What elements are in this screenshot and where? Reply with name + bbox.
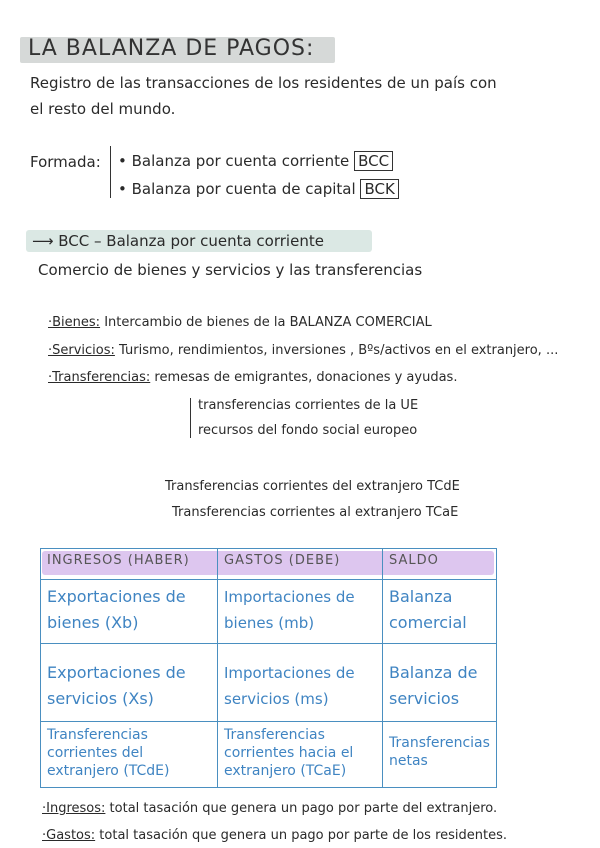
footer-gastos-label: ·Gastos: [42,828,96,843]
formada-item-bck [118,180,399,198]
tc-line-1: Transferencias corrientes del extranjero TCdE [165,479,460,494]
footer-ingresos-label: ·Ingresos: [42,801,106,816]
footer-gastos-text: total tasación que genera un pago por parte de los residentes. [99,828,508,843]
cell-importaciones-servicios: Importaciones de servicios (ms) [218,644,383,722]
definition-line-2: el resto del mundo. [30,100,176,118]
formada-brace [110,146,111,198]
bcc-heading: ⟶ BCC – Balanza por cuenta corriente [32,232,324,250]
cell-balanza-comercial: Balanza comercial [383,580,497,644]
transferencias-sub-1: transferencias corrientes de la UE [198,398,419,413]
transferencias-sub-2: recursos del fondo social europeo [198,423,418,438]
cell-importaciones-bienes: Importaciones de bienes (mb) [218,580,383,644]
table-row [41,722,497,788]
cell-transferencias-netas: Transferencias netas [383,722,497,788]
cell-exportaciones-servicios: Exportaciones de servicios (Xs) [41,644,218,722]
formada-label: Formada: [30,153,101,171]
table-header-row [41,549,497,580]
transferencias-text: remesas de emigrantes, donaciones y ayudas. [154,370,458,385]
bullet-servicios [48,343,558,358]
definition-line-1: Registro de las transacciones de los residentes de un país con [30,74,497,92]
header-ingresos: INGRESOS (HABER) [41,549,218,580]
bcc-abbr-box: BCC [354,151,393,171]
bck-abbr-box: BCK [360,179,398,199]
servicios-label: ·Servicios: [48,343,115,358]
bcc-subtitle: Comercio de bienes y servicios y las transferencias [38,261,423,279]
header-saldo: SALDO [383,549,497,580]
bienes-text: Intercambio de bienes de la BALANZA COMERCIAL [104,315,432,330]
bullet-transferencias [48,370,457,385]
formada-item-bck-text: • Balanza por cuenta de capital [118,180,356,198]
balanza-table [40,548,497,788]
formada-item-bcc-text: • Balanza por cuenta corriente [118,152,350,170]
bienes-label: ·Bienes: [48,315,101,330]
cell-transferencias-del-extranjero: Transferencias corrientes del extranjero (TCdE) [41,722,218,788]
table-row [41,644,497,722]
cell-exportaciones-bienes: Exportaciones de bienes (Xb) [41,580,218,644]
header-gastos: GASTOS (DEBE) [218,549,383,580]
page-title: LA BALANZA DE PAGOS: [28,36,315,61]
cell-balanza-servicios: Balanza de servicios [383,644,497,722]
transferencias-label: ·Transferencias: [48,370,151,385]
footer-ingresos [42,801,497,816]
transferencias-brace [190,398,191,438]
footer-gastos [42,828,507,843]
formada-item-bcc [118,152,393,170]
table-row [41,580,497,644]
footer-ingresos-text: total tasación que genera un pago por parte del extranjero. [109,801,498,816]
cell-transferencias-hacia-extranjero: Transferencias corrientes hacia el extranjero (TCaE) [218,722,383,788]
servicios-text: Turismo, rendimientos, inversiones , Bºs/activos en el extranjero, ... [119,343,559,358]
bullet-bienes [48,315,432,330]
tc-line-2: Transferencias corrientes al extranjero TCaE [172,505,459,520]
